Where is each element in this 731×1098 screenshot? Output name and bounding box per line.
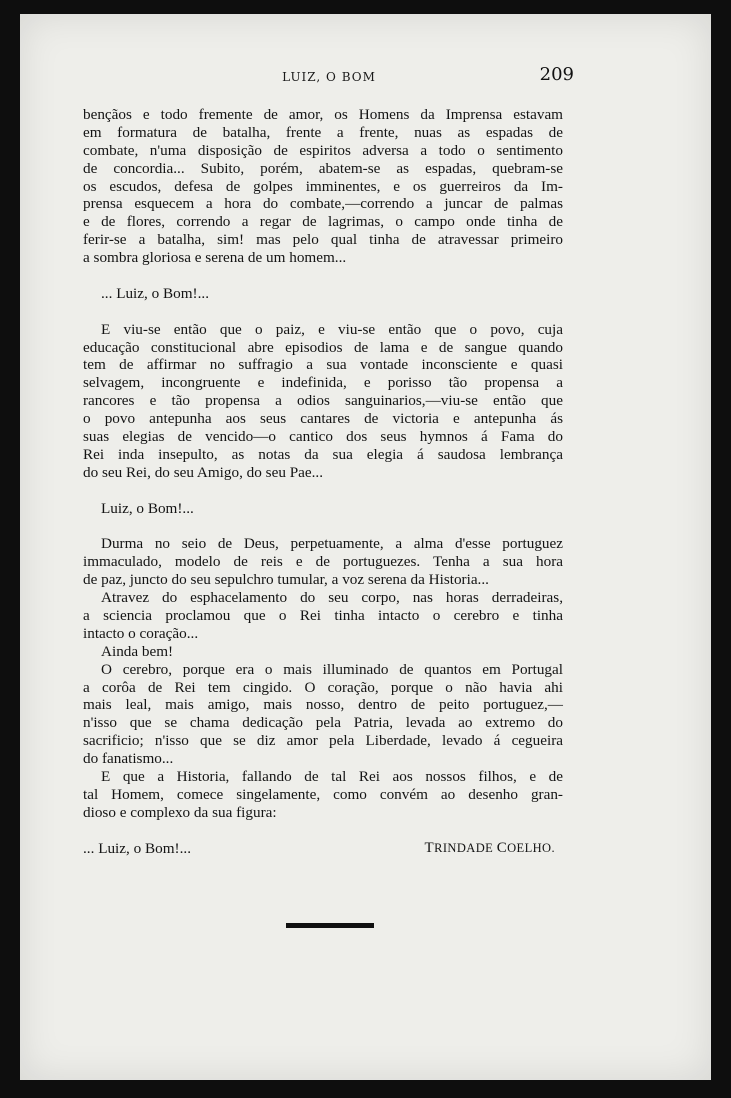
signature-initial-last: C [496, 840, 508, 857]
refrain-2: Luiz, o Bom!... [101, 499, 194, 517]
text-line: ferir-se a batalha, sim! mas pelo qual tinha de atravessar primeiro [83, 231, 563, 249]
text-line: selvagem, incongruente e indefinida, e porisso tão propensa a [83, 374, 563, 392]
text-line: a sombra gloriosa e serena de um homem... [83, 249, 347, 267]
text-line: tal Homem, comece singelamente, como convém ao desenho gran- [83, 785, 563, 803]
text-line: combate, n'uma disposição de espiritos adversa a todo o sentimento [83, 141, 563, 159]
signature-initial-first: T [424, 840, 435, 857]
text-line: os escudos, defesa de golpes imminentes, e os guerreiros da Im- [83, 177, 563, 195]
page-number: 209 [539, 64, 574, 85]
body-text [83, 106, 563, 858]
text-line: tem de affirmar no suffragio a sua vontade inconsciente e quasi [83, 356, 563, 374]
text-line: e de flores, correndo a regar de lagrimas, o campo onde tinha de [83, 213, 563, 231]
text-line: do seu Rei, do seu Amigo, do seu Pae... [83, 463, 324, 481]
paragraph-6 [83, 661, 563, 768]
text-line: immaculado, modelo de reis e de portuguezes. Tenha a sua hora [83, 553, 563, 571]
text-line: em formatura de batalha, frente a frente, nuas as espadas de [83, 123, 563, 141]
text-line: de concordia... Subito, porém, abatem-se as espadas, quebram-se [83, 159, 563, 177]
text-line: educação constitucional abre episodios de lama e de sangue quando [83, 338, 563, 356]
text-line: bençãos e todo fremente de amor, os Homens da Imprensa estavam [83, 106, 563, 123]
paragraph-3 [83, 535, 563, 589]
text-line: E viu-se então que o paiz, e viu-se então que o povo, cuja [101, 320, 563, 338]
text-line: Atravez do esphacelamento do seu corpo, nas horas derradeiras, [101, 589, 563, 607]
text-line: Durma no seio de Deus, perpetuamente, a alma d'esse portuguez [101, 535, 563, 553]
text-line: a sciencia proclamou que o Rei tinha intacto o cerebro e tinha [83, 606, 563, 624]
closing-rule [286, 923, 374, 928]
text-line: a corôa de Rei tem cingido. O coração, porque o não havia ahi [83, 678, 563, 696]
text-line: O cerebro, porque era o mais illuminado de quantos em Portugal [101, 660, 563, 678]
text-line: sacrificio; n'isso que se diz amor pela Liberdade, levado á cegueira [83, 732, 563, 750]
signature-first-name-rest: RINDADE [434, 841, 494, 856]
text-line: de paz, juncto do seu sepulchro tumular, a voz serena da Historia... [83, 571, 489, 589]
text-line: n'isso que se chama dedicação pela Patria, levada ao extremo do [83, 714, 563, 732]
page-header [84, 64, 574, 94]
refrain-3: ... Luiz, o Bom!... [83, 839, 191, 857]
signature-last-name-rest: OELHO. [507, 841, 555, 856]
text-line: Rei inda insepulto, as notas da sua elegia á saudosa lembrança [83, 445, 563, 463]
text-line: rancores e tão propensa a odios sanguinarios,—viu-se então que [83, 392, 563, 410]
text-line: dioso e complexo da sua figura: [83, 803, 277, 821]
text-line: o povo antepunha aos seus cantares de victoria e antepunha ás [83, 410, 563, 428]
paragraph-1 [83, 106, 563, 267]
paragraph-5: Ainda bem! [101, 642, 174, 660]
text-line: intacto o coração... [83, 624, 199, 642]
paragraph-2 [83, 321, 563, 482]
refrain-1: ... Luiz, o Bom!... [101, 284, 209, 302]
paragraph-7 [83, 768, 563, 822]
text-line: E que a Historia, fallando de tal Rei aos nossos filhos, e de [101, 767, 563, 785]
text-line: do fanatismo... [83, 750, 174, 768]
text-line: mais leal, mais amigo, mais nosso, dentro de peito portuguez,— [83, 696, 563, 714]
text-line: prensa esquecem a hora do combate,—correndo a juncar de palmas [83, 195, 563, 213]
text-line: suas elegias de vencido—o cantico dos seus hymnos á Fama do [83, 428, 563, 446]
paragraph-4 [83, 589, 563, 643]
running-title: LUIZ, O BOM [282, 70, 376, 84]
